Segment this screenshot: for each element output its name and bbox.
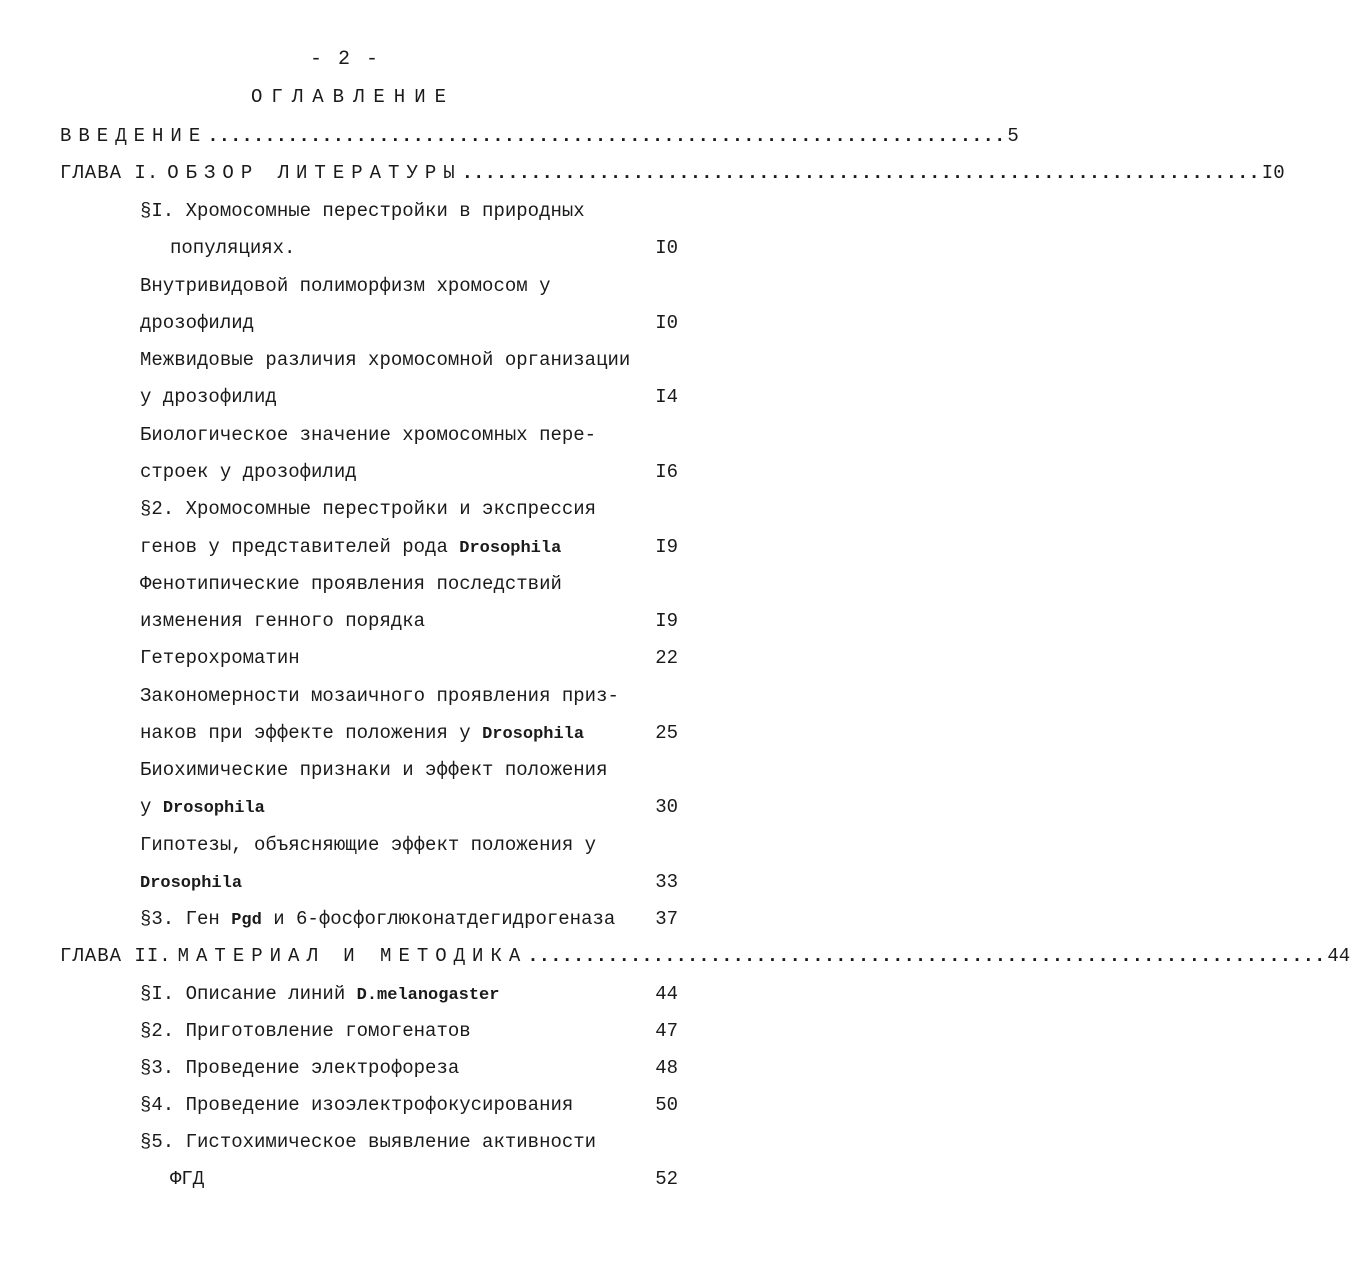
toc-entry-line1[interactable]: Гипотезы, объясняющие эффект положения у [140,834,597,856]
toc-entry-page: I9 [655,610,678,632]
toc-entry-line2[interactable] [140,792,265,822]
toc-entry-line1[interactable]: Закономерности мозаичного проявления приз- [140,685,619,707]
toc-method-3[interactable]: §3. Проведение электрофореза [140,1057,460,1079]
toc-method-2[interactable]: §2. Приготовление гомогенатов [140,1020,471,1042]
toc-section-2-line1[interactable]: §2. Хромосомные перестройки и экспрессия [140,498,597,520]
toc-method-1[interactable] [140,979,499,1009]
line-text: и 6-фосфоглюконатдегидрогеназа [261,908,616,930]
dot-leader: ...................................................................... [461,162,1260,184]
chapter-prefix: ГЛАВА II. [60,945,172,967]
toc-title: ОГЛАВЛЕНИЕ [250,86,456,108]
toc-entry-line2[interactable] [140,718,584,748]
line-text: наков при эффекте положения у [140,722,483,744]
toc-entry-page: I0 [655,312,678,334]
toc-section-2-line2[interactable] [140,532,561,562]
dot-leader: ...................................................................... [527,945,1326,967]
entry-label: ВВЕДЕНИЕ [60,125,208,147]
entry-label: МАТЕРИАЛ И МЕТОДИКА [177,945,528,967]
toc-method-1-page: 44 [655,983,678,1005]
toc-entry-page: I6 [655,461,678,483]
toc-entry-page: 33 [655,871,678,893]
toc-entry-line1[interactable]: Гетерохроматин [140,647,300,669]
toc-method-4[interactable]: §4. Проведение изоэлектрофокусирования [140,1094,574,1116]
toc-entry-line2[interactable]: у дрозофилид [140,386,277,408]
latin-name: Drosophila [140,874,243,893]
page-number: - 2 - [309,48,380,71]
toc-entry-page: 25 [655,722,678,744]
toc-entry-page: 30 [655,796,678,818]
toc-section-1-line1[interactable]: §I. Хромосомные перестройки в природных [140,200,585,222]
latin-name: Drosophila [162,799,265,818]
toc-section-3[interactable] [140,904,615,934]
line-text: §3. Ген [140,908,232,930]
toc-method-3-page: 48 [655,1057,678,1079]
toc-entry-line1[interactable]: Внутривидовой полиморфизм хромосом у [140,275,551,297]
line-text: генов у представителей рода [140,536,460,558]
toc-method-5-line1[interactable]: §5. Гистохимическое выявление активности [140,1131,597,1153]
toc-section-1-line2[interactable]: популяциях. [170,237,296,259]
latin-name: Pgd [231,911,262,930]
entry-page: 44 [1327,945,1350,967]
toc-entry-line1[interactable]: Биохимические признаки и эффект положения [140,759,608,781]
dot-leader: ...................................................................... [207,125,1006,147]
latin-name: D.melanogaster [356,986,500,1005]
chapter-prefix: ГЛАВА I. [60,162,160,184]
toc-entry-chapter-1[interactable] [60,158,1285,188]
toc-section-1-page: I0 [655,237,678,259]
entry-page: 5 [1007,125,1019,147]
line-text: §I. Описание линий [140,983,357,1005]
toc-method-5-page: 52 [655,1168,678,1190]
toc-entry-line1[interactable]: Межвидовые различия хромосомной организации [140,349,631,371]
toc-method-2-page: 47 [655,1020,678,1042]
toc-entry-line1[interactable]: Биологическое значение хромосомных пере- [140,424,597,446]
line-text: у [140,796,163,818]
toc-entry-page: I4 [655,386,678,408]
toc-entry-line2[interactable]: дрозофилид [140,312,255,334]
toc-entry-chapter-2[interactable] [60,941,1350,971]
toc-entry-line2[interactable]: строек у дрозофилид [140,461,357,483]
toc-method-5-line2[interactable]: ФГД [170,1168,205,1190]
toc-method-4-page: 50 [655,1094,678,1116]
entry-label: ОБЗОР ЛИТЕРАТУРЫ [167,162,462,184]
entry-page: I0 [1261,162,1285,184]
latin-name: Drosophila [482,725,585,744]
toc-section-2-page: I9 [655,536,678,558]
toc-entry-page: 22 [655,647,678,669]
toc-section-3-page: 37 [655,908,678,930]
toc-entry-line2[interactable] [140,867,242,897]
toc-entry-line1[interactable]: Фенотипические проявления последствий [140,573,562,595]
toc-entry-intro[interactable] [60,121,1019,151]
latin-name: Drosophila [459,539,562,558]
toc-entry-line2[interactable]: изменения генного порядка [140,610,426,632]
